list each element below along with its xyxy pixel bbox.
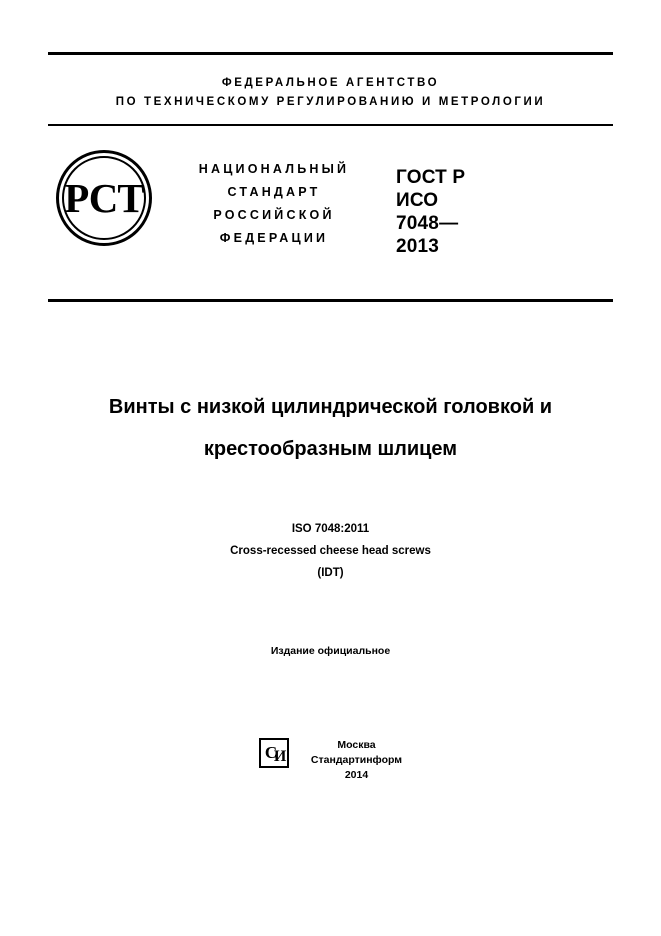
standard-code-line-4: 2013: [396, 236, 440, 257]
logo-letter-left: С: [264, 743, 278, 762]
standard-code-line-3: 7048—: [396, 213, 459, 234]
standard-code-block: [396, 166, 576, 258]
national-standard-line-1: НАЦИОНАЛЬНЫЙ: [198, 162, 350, 176]
publisher-city: Москва: [337, 739, 376, 751]
logo-letter-right: И: [273, 748, 287, 765]
agency-header: [48, 74, 613, 112]
standartinform-logo-icon: [259, 738, 289, 768]
standard-code-line-1: ГОСТ Р: [396, 167, 466, 188]
standard-code-line-2: ИСО: [396, 190, 439, 211]
publisher-text: [311, 738, 402, 783]
iso-equivalence: (IDT): [317, 567, 344, 579]
header-top-rule: [48, 52, 613, 55]
header-bottom-rule: [48, 299, 613, 302]
gost-r-emblem-icon: [56, 150, 160, 254]
emblem-letters: РСТ: [64, 174, 144, 221]
iso-english-title: Cross-recessed cheese head screws: [230, 545, 431, 557]
iso-reference-block: [60, 518, 601, 584]
header-middle-rule: [48, 124, 613, 126]
edition-note: Издание официальное: [270, 645, 391, 657]
page-title-line-2: крестообразным шлицем: [203, 438, 458, 460]
publisher-year: 2014: [344, 769, 369, 781]
national-standard-line-3: РОССИЙСКОЙ: [213, 208, 335, 222]
agency-line-1: ФЕДЕРАЛЬНОЕ АГЕНТСТВО: [221, 77, 440, 89]
national-standard-line-2: СТАНДАРТ: [227, 185, 321, 199]
national-standard-line-4: ФЕДЕРАЦИИ: [219, 231, 329, 245]
page-title: [60, 386, 601, 470]
iso-number: ISO 7048:2011: [291, 523, 370, 535]
national-standard-block: [160, 158, 388, 250]
agency-line-2: ПО ТЕХНИЧЕСКОМУ РЕГУЛИРОВАНИЮ И МЕТРОЛОГИИ: [115, 96, 546, 108]
publisher-name: Стандартинформ: [310, 754, 403, 766]
page-title-line-1: Винты с низкой цилиндрической головкой и: [108, 396, 553, 418]
publisher-block: [0, 738, 661, 783]
